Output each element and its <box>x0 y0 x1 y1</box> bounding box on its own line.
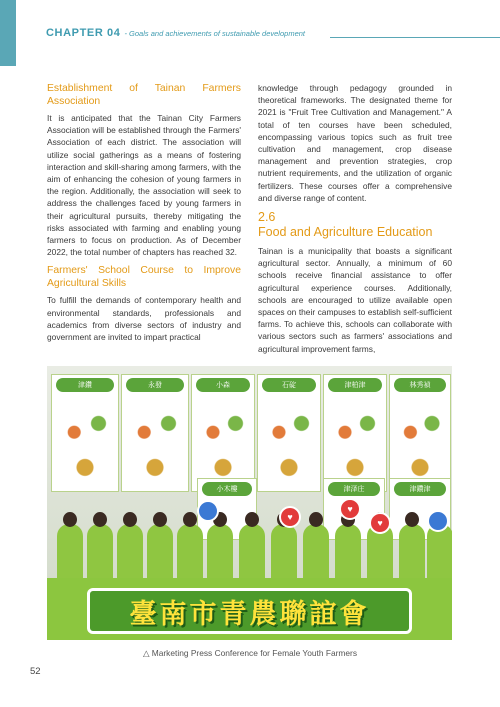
section-number: 2.6 <box>258 210 276 225</box>
display-panel: 津鑽津 <box>389 478 451 540</box>
heart-sign-icon <box>339 498 361 520</box>
left-column <box>47 82 241 346</box>
heart-sign-icon <box>279 506 301 528</box>
heart-sign-icon <box>369 512 391 534</box>
display-panel: 津柏津 <box>323 374 387 492</box>
right-column <box>258 82 452 358</box>
display-panel: 小木樓 <box>197 478 257 540</box>
chapter-tagline: - Goals and achievements of sustainable development <box>124 29 305 38</box>
page-number: 52 <box>30 666 41 677</box>
chapter-label: CHAPTER 04 <box>46 27 121 39</box>
header-divider <box>330 37 500 38</box>
display-panel: 小森 <box>191 374 255 492</box>
group-of-farmers <box>47 496 452 586</box>
display-panel: 石碇 <box>257 374 321 492</box>
event-photo <box>47 366 452 640</box>
display-panel: 林秀禎 <box>389 374 451 492</box>
display-panel: 津鑽 <box>51 374 119 492</box>
display-panel: 津泽庄 <box>323 478 385 540</box>
section-heading-farmers-association: Establishment of Tainan Farmers Association <box>47 83 241 107</box>
photo-caption: △ Marketing Press Conference for Female Youth Farmers <box>142 648 358 658</box>
association-banner <box>87 588 412 634</box>
body-paragraph: knowledge through pedagogy grounded in theoretical frameworks. The designated theme for 2021 is "Fruit Tree Cultivation and Management." A total of ten courses have been scheduled, encompassing various topics such as fruit tree cultivation and management, crop disease management and prevention strategies, crop nutrient requirements, and the utilization of organic fertilizers. These courses offer a comprehensive and diverse range of content. <box>258 83 452 203</box>
body-paragraph: Tainan is a municipality that boasts a significant agricultural sector. Annually, a minimum of 60 schools receive financial assistance to offer agricultural experience courses. Additionally, schools are encouraged to utilize available open spaces on their campuses to establish self-sufficient farms. To achieve this, schools can collaborate with various sectors such as farmers' associations and agricultural improvement farms, <box>258 246 452 354</box>
chapter-side-tab <box>0 0 16 66</box>
section-heading-farmers-school: Farmers' School Course to Improve Agricultural Skills <box>47 265 241 290</box>
body-paragraph: To fulfill the demands of contemporary health and environmental standards, professionals and academics from diverse sectors of industry and government are invited to impart practical <box>47 295 241 343</box>
display-panel: 永發 <box>121 374 189 492</box>
body-paragraph: It is anticipated that the Tainan City Farmers Association will be established through the Farmers' Association of each district. The association will utilize social gatherings as a means of fostering interaction and skill-sharing among farmers, with the aim of enhancing the cohesion of young farmers in the region. Additionally, the association will seek to address the challenges faced by young farmers in their agricultural pursuits, thereby mitigating the risks associated with farming and enabling young farmers to focus on production. As of December 2022, the total number of chapters has reached 32. <box>47 113 241 258</box>
banner-text: 臺南市青農聯誼會 <box>129 598 370 630</box>
thumbs-up-sign-icon <box>197 500 219 522</box>
thumbs-up-sign-icon <box>427 510 449 532</box>
section-title: Food and Agriculture Education <box>258 225 433 240</box>
